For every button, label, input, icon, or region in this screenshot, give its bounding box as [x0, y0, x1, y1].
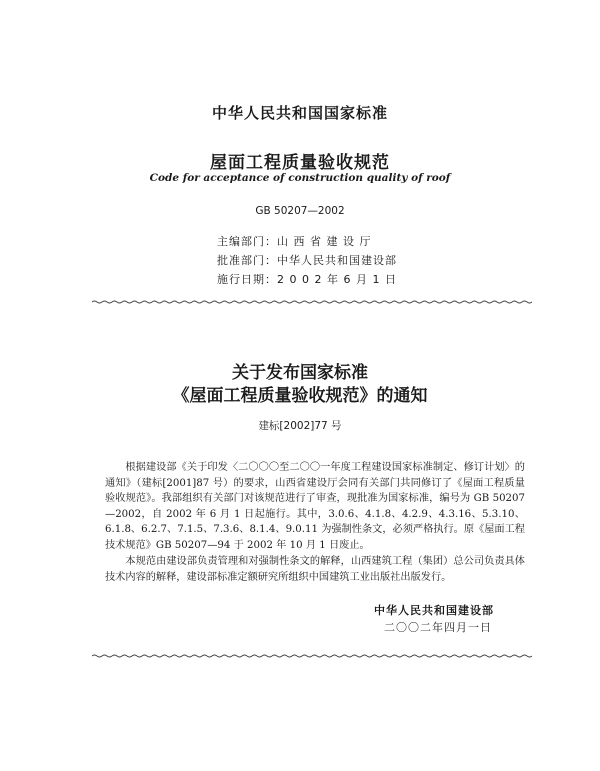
notice-title-line-1: 关于发布国家标准	[232, 363, 368, 383]
document-title-english: Code for acceptance of construction quality of roof	[149, 172, 451, 184]
approver-department: 批准部门：中华人民共和国建设部	[217, 254, 397, 267]
notice-title-line-2: 《屋面工程质量验收规范》的通知	[172, 386, 428, 406]
document-title: 屋面工程质量验收规范	[210, 153, 390, 173]
national-standard-heading: 中华人民共和国国家标准	[211, 104, 388, 122]
wavy-divider	[92, 654, 532, 658]
effective-date: 施行日期：2 0 0 2 年 6 月 1 日	[217, 273, 397, 286]
wavy-divider	[92, 300, 532, 304]
issuing-authority: 中华人民共和国建设部	[374, 604, 494, 617]
notice-paragraph-2: 本规范由建设部负责管理和对强制性条文的解释，山西建筑工程（集团）总公司负责具体技术内容的解释，建设部标准定额研究所组织中国建筑工业出版社出版发行。	[105, 556, 525, 583]
editor-department: 主编部门：山 西 省 建 设 厅	[217, 235, 372, 248]
document-number: 建标[2002]77 号	[258, 420, 342, 432]
issue-date: 二〇〇二年四月一日	[384, 621, 492, 634]
notice-paragraph-1: 根据建设部《关于印发〈二〇〇〇至二〇〇一年度工程建设国家标准制定、修订计划〉的通知》（建标[2001]87 号）的要求，山西省建设厅会同有关部门共同修订了《屋面工程质量验收规范》。我部组织有关部门对该规范进行了审查，现批准为国家标准，编号为 GB 50207—2002，自 2002 年 6 月 1 日起施行。其中，3.0.6、4.1.8、4.2.9、4.3.16、5.3.10、6.1.8、6.2.7、7.1.5、7.3.6、8.1.4、9.0.11 为强制性条文，必须严格执行。原《屋面工程技术规范》GB 50207—94 于 2002 年 10 月 1 日废止。	[105, 462, 525, 551]
standard-code: GB 50207—2002	[255, 205, 345, 217]
